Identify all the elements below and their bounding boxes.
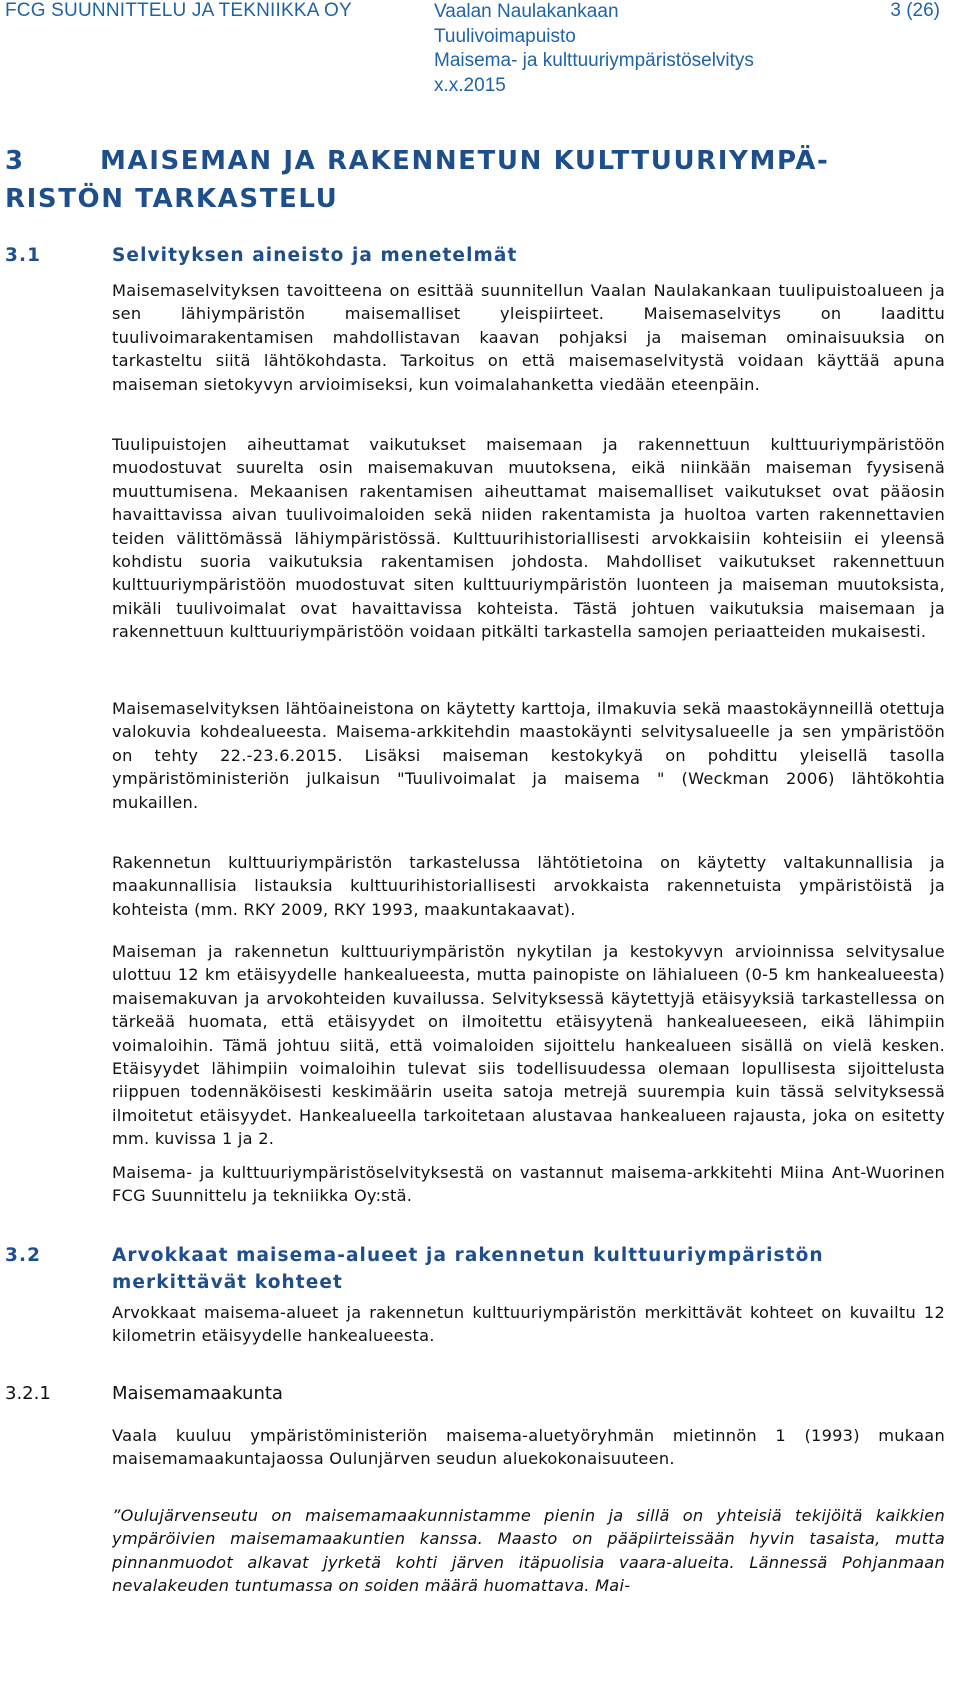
document-info: [434, 0, 754, 98]
paragraph: Maisemaselvityksen lähtöaineistona on käytetty karttoja, ilmakuvia sekä maastokäynneillä otettuja valokuvia kohdealueesta. Maisema-arkkitehdin maastokäynti selvitysalueelle ja sen ympäristöön on tehty 22.-23.6.2015. Lisäksi maiseman kestokykyä on pohdittu yleisellä tasolla ympäristöministeriön julkaisun "Tuulivoimalat ja maisema " (Weckman 2006) lähtökohtia mukaillen.: [112, 699, 945, 812]
paragraph: Maisemaselvityksen tavoitteena on esittää suunnitellun Vaalan Naulakankaan tuulipuistoalueen ja sen lähiympäristön maisemalliset yleispiirteet. Maisemaselvitys on laadittu tuulivoimarakentamisen mahdollistavan kaavan pohjaksi ja maiseman ominaisuuksia on tarkasteltu siitä lähtökohdasta. Tarkoitus on että maisemaselvitystä voidaan käyttää apuna maiseman sietokyvyn arvioimiseksi, kun voimalahanketta viedään eteenpäin.: [112, 281, 945, 394]
heading-number: 3: [5, 146, 25, 176]
paragraph: Vaala kuuluu ympäristöministeriön maisema-aluetyöryhmän mietinnön 1 (1993) mukaan maisemamaakuntajaossa Oulunjärven seudun aluekokonaisuuteen.: [112, 1426, 945, 1469]
company-name: FCG SUUNNITTELU JA TEKNIIKKA OY: [5, 0, 352, 21]
quote-paragraph: ”Oulujärvenseutu on maisemamaakunnistamme pienin ja sillä on yhteisiä tekijöitä kaikkien ympäröivien maisemamaakuntien kanssa. Maasto on pääpiirteissään hyvin tasaista, mutta pinnanmuodot alkavat jyrketä kohti järven itäpuolisia vaara-alueita. Lännessä Pohjanmaan nevalakeuden tuntumassa on soiden määrä huomattava. Mai-: [112, 1506, 945, 1596]
paragraph: Rakennetun kulttuuriympäristön tarkastelussa lähtötietoina on käytetty valtakunnallisia ja maakunnallisia listauksia kulttuurihistoriallisesti arvokkaista rakennetuista ympäristöistä ja kohteista (mm. RKY 2009, RKY 1993, maakuntakaavat).: [112, 853, 945, 919]
heading-title: Arvokkaat maisema-alueet ja rakennetun kulttuuriympäristön merkittävät kohteet: [112, 1245, 824, 1293]
heading-number: 3.2.1: [5, 1383, 51, 1404]
document-title: Maisema- ja kulttuuriympäristöselvitys: [434, 50, 754, 71]
heading-section-3-2-1: [5, 1381, 283, 1407]
paragraph: Tuulipuistojen aiheuttamat vaikutukset maisemaan ja rakennettuun kulttuuriympäristöön muodostuvat suurelta osin maisemakuvan muutoksena, eikä niinkään maiseman fyysisenä muuttumisena. Mekaanisen rakentamisen aiheuttamat maisemalliset vaikutukset ovat pääosin havaittavissa aivan tuulivoimaloiden sekä niiden rakentamista ja huoltoa varten rakennettavien teiden välittömässä lähiympäristössä. Kulttuurihistoriallisesti arvokkaisiin kohteisiin ei yleensä kohdistu suoria vaikutuksia rakentamisen johdosta. Mahdolliset vaikutukset rakennettuun kulttuuriympäristöön muodostuvat siten kulttuuriympäristön luonteen ja maiseman muutoksista, mikäli tuulivoimalat ovat havaittavissa kohteista. Tästä johtuen vaikutuksia maisemaan ja rakennettuun kulttuuriympäristöön voidaan pitkälti tarkastella samojen periaatteiden mukaisesti.: [112, 435, 945, 642]
paragraph: Maisema- ja kulttuuriympäristöselvityksestä on vastannut maisema-arkkitehti Miina Ant-Wuorinen FCG Suunnittelu ja tekniikka Oy:stä.: [112, 1163, 945, 1206]
page-header: [0, 0, 960, 96]
paragraph: Maiseman ja rakennetun kulttuuriympäristön nykytilan ja kestokyvyn arvioinnissa selvitysalue ulottuu 12 km etäisyydelle hankealueesta, mutta painopiste on lähialueen (0-5 km hankealueesta) maisemakuvan ja arvokohteiden kuvailussa. Selvityksessä käytettyjä etäisyyksiä tarkastellessa on tärkeää huomata, että etäisyydet on ilmoitettu etäisyytenä hankealueeseen, eikä lähimpiin voimaloihin. Tämä johtuu siitä, että voimaloiden sijoittelu hankealueen sisällä on vielä kesken. Etäisyydet lähimpiin voimaloihin tulevat siis todellisuudessa olemaan lopullisesta sijoittelusta riippuen todennäköisesti keskimäärin useita satoja metrejä suurempia kuin tässä selvityksessä ilmoitetut etäisyydet. Hankealueella tarkoitetaan alustavaa hankealueen rajausta, joka on esitetty mm. kuvissa 1 ja 2.: [112, 942, 945, 1149]
heading-section-3-2: [5, 1242, 935, 1296]
heading-title: Selvityksen aineisto ja menetelmät: [112, 245, 518, 266]
project-location: Vaalan Naulakankaan: [434, 1, 619, 22]
heading-title-line1: MAISEMAN JA RAKENNETUN KULTTUURIYMPÄ-: [100, 146, 830, 176]
heading-section-3: [5, 142, 935, 218]
heading-title: Maisemamaakunta: [112, 1383, 283, 1404]
heading-number: 3.2: [5, 1245, 42, 1266]
project-name: Tuulivoimapuisto: [434, 25, 576, 47]
page-number: 3 (26): [890, 0, 940, 21]
document-date: x.x.2015: [434, 74, 506, 96]
paragraph: Arvokkaat maisema-alueet ja rakennetun kulttuuriympäristön merkittävät kohteet on kuvailtu 12 kilometrin etäisyydelle hankealueesta.: [112, 1303, 945, 1346]
heading-title-line2: RISTÖN TARKASTELU: [5, 184, 339, 214]
heading-section-3-1: [5, 242, 935, 269]
heading-number: 3.1: [5, 245, 42, 266]
